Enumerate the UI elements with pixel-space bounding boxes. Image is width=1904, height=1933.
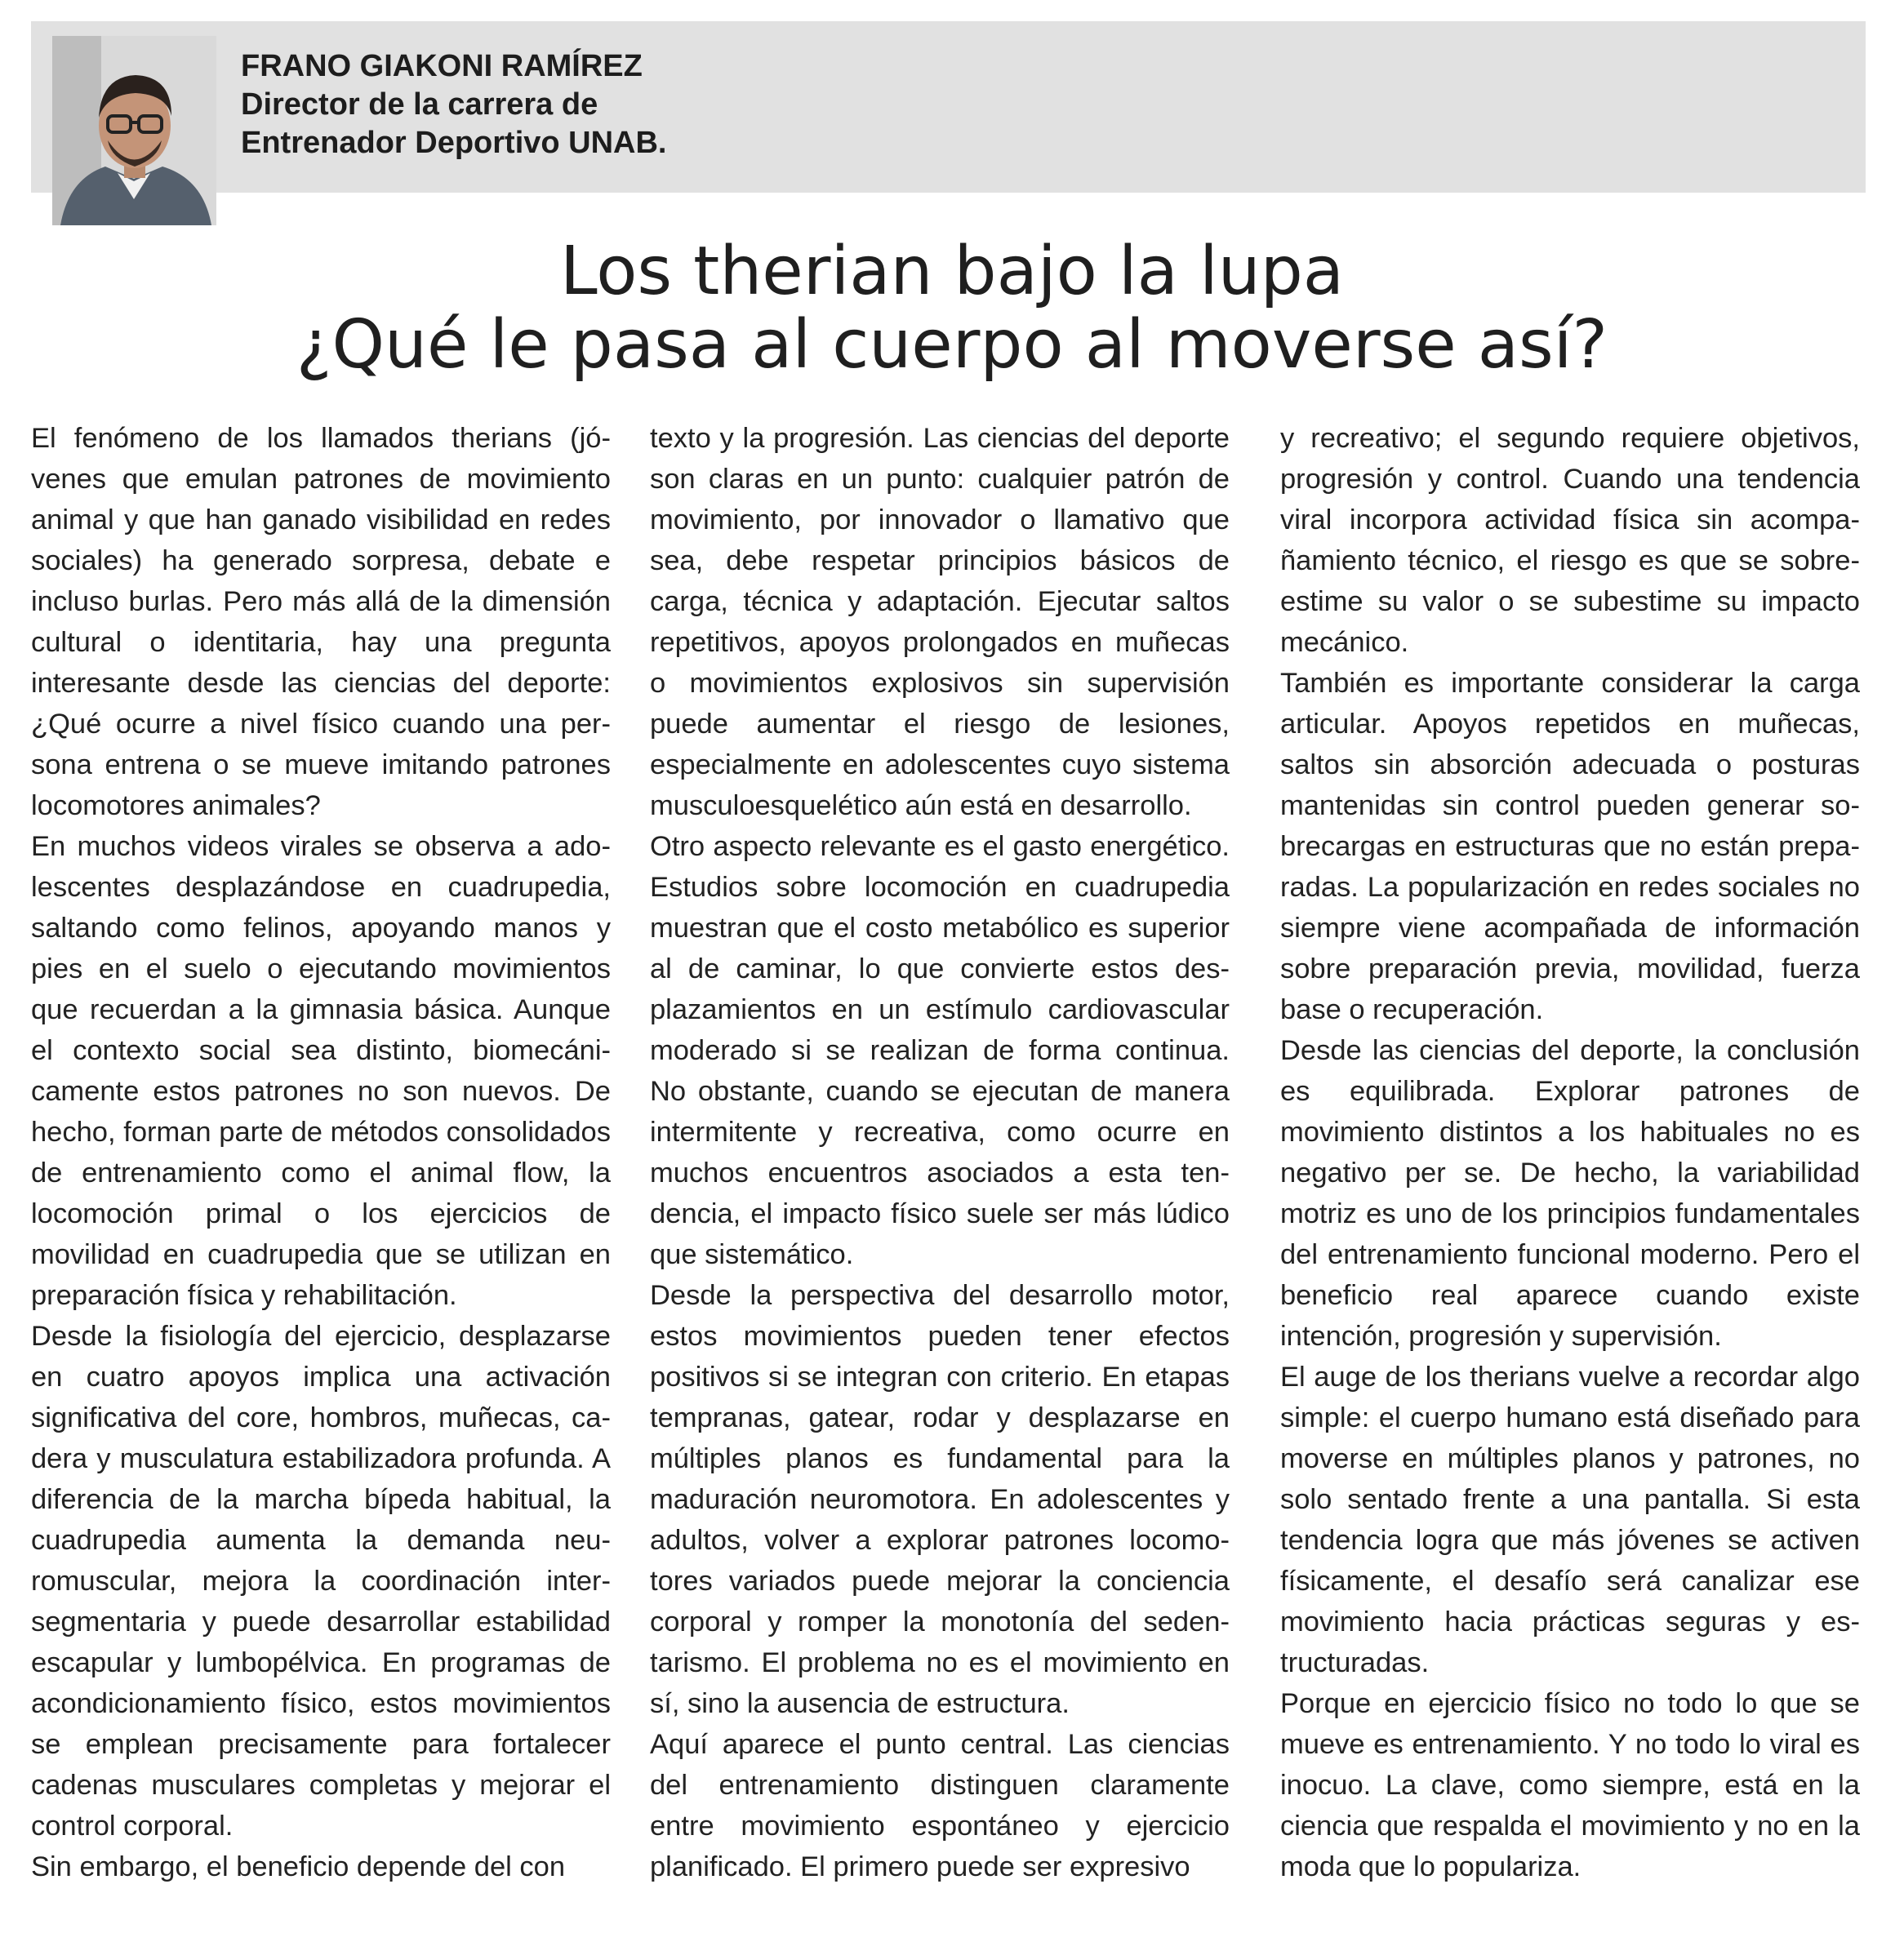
paragraph: y recreativo; el segundo requiere objetivos, progresión y control. Cuando una tendencia viral incorpora actividad física sin acompañamiento técnico, el riesgo es que se sobreestime su valor o se subestime su impacto mecánico. (1280, 423, 1860, 658)
paragraph: En muchos videos virales se observa a adolescentes desplazándose en cuadrupedia, saltando como felinos, apoyando manos y pies en el suelo o ejecutando movimientos que recuerdan a la gimnasia básica. Aunque el contexto social sea distinto, biomecánicamente estos patrones no son nuevos. De hecho, forman parte de métodos consolidados de entrenamiento como el animal flow, la locomoción primal o los ejercicios de movilidad en cuadrupedia que se utilizan en preparación física y rehabilitación. (31, 831, 611, 1311)
paragraph: Aquí aparece el punto central. Las ciencias del entrenamiento distinguen claramente entre movimiento espontáneo y ejercicio planificado. El primero puede ser expresivo (650, 1729, 1230, 1882)
author-name: FRANO GIAKONI RAMÍREZ (241, 49, 643, 83)
paragraph: Desde la perspectiva del desarrollo motor, estos movimientos pueden tener efectos positivos si se integran con criterio. En etapas tempranas, gatear, rodar y desplazarse en múltiples planos es fundamental para la maduración neuromotora. En adolescentes y adultos, volver a explorar patrones locomotores variados puede mejorar la conciencia corporal y romper la monotonía del sedentarismo. El problema no es el movimiento en sí, sino la ausencia de estructura. (650, 1280, 1230, 1719)
author-portrait (52, 36, 216, 225)
article-title (0, 235, 1904, 382)
paragraph: Desde la fisiología del ejercicio, desplazarse en cuatro apoyos implica una activación significativa del core, hombros, muñecas, cadera y musculatura estabilizadora profunda. A diferencia de la marcha bípeda habitual, la cuadrupedia aumenta la demanda neuromuscular, mejora la coordinación intersegmentaria y puede desarrollar estabilidad escapular y lumbopélvica. En programas de acondicionamiento físico, estos movimientos se emplean precisamente para fortalecer cadenas musculares completas y mejorar el control corporal. (31, 1321, 611, 1842)
article-column-1 (31, 418, 611, 1887)
paragraph: El fenómeno de los llamados therians (jóvenes que emulan patrones de movimiento animal y que han ganado visibilidad en redes sociales) ha generado sorpresa, debate e incluso burlas. Pero más allá de la dimensión cultural o identitaria, hay una pregunta interesante desde las ciencias del deporte: ¿Qué ocurre a nivel físico cuando una persona entrena o se mueve imitando patrones locomotores animales? (31, 423, 611, 821)
article-column-2 (650, 418, 1230, 1887)
author-byline (241, 47, 666, 162)
paragraph: Otro aspecto relevante es el gasto energético. Estudios sobre locomoción en cuadrupedia muestran que el costo metabólico es superior al de caminar, lo que convierte estos desplazamientos en un estímulo cardiovascular moderado si se realizan de forma continua. No obstante, cuando se ejecutan de manera intermitente y recreativa, como ocurre en muchos encuentros asociados a esta tendencia, el impacto físico suele ser más lúdico que sistemático. (650, 831, 1230, 1270)
paragraph: También es importante considerar la carga articular. Apoyos repetidos en muñecas, saltos sin absorción adecuada o posturas mantenidas sin control pueden generar sobrecargas en estructuras que no están preparadas. La popularización en redes sociales no siempre viene acompañada de información sobre preparación previa, movilidad, fuerza base o recuperación. (1280, 668, 1860, 1025)
title-line2: ¿Qué le pasa al cuerpo al moverse así? (296, 306, 1608, 384)
paragraph: texto y la progresión. Las ciencias del deporte son claras en un punto: cualquier patrón de movimiento, por innovador o llamativo que sea, debe respetar principios básicos de carga, técnica y adaptación. Ejecutar saltos repetitivos, apoyos prolongados en muñecas o movimientos explosivos sin supervisión puede aumentar el riesgo de lesiones, especialmente en adolescentes cuyo sistema musculoesquelético aún está en desarrollo. (650, 423, 1230, 821)
author-role-line1: Director de la carrera de (241, 87, 598, 122)
paragraph: El auge de los therians vuelve a recordar algo simple: el cuerpo humano está diseñado para moverse en múltiples planos y patrones, no solo sentado frente a una pantalla. Si esta tendencia logra que más jóvenes se activen físicamente, el desafío será canalizar ese movimiento hacia prácticas seguras y estructuradas. (1280, 1362, 1860, 1678)
paragraph: Porque en ejercicio físico no todo lo que se mueve es entrenamiento. Y no todo lo viral es inocuo. La clave, como siempre, está en la ciencia que respalda el movimiento y no en la moda que lo populariza. (1280, 1688, 1860, 1882)
title-line1: Los therian bajo la lupa (559, 233, 1345, 310)
article-column-3 (1280, 418, 1860, 1887)
author-role-line2: Entrenador Deportivo UNAB. (241, 126, 667, 160)
paragraph: Desde las ciencias del deporte, la conclusión es equilibrada. Explorar patrones de movimiento distintos a los habituales no es negativo per se. De hecho, la variabilidad motriz es uno de los principios fundamentales del entrenamiento funcional moderno. Pero el beneficio real aparece cuando existe intención, progresión y supervisión. (1280, 1035, 1860, 1352)
paragraph: Sin embargo, el beneficio depende del con (31, 1851, 566, 1882)
